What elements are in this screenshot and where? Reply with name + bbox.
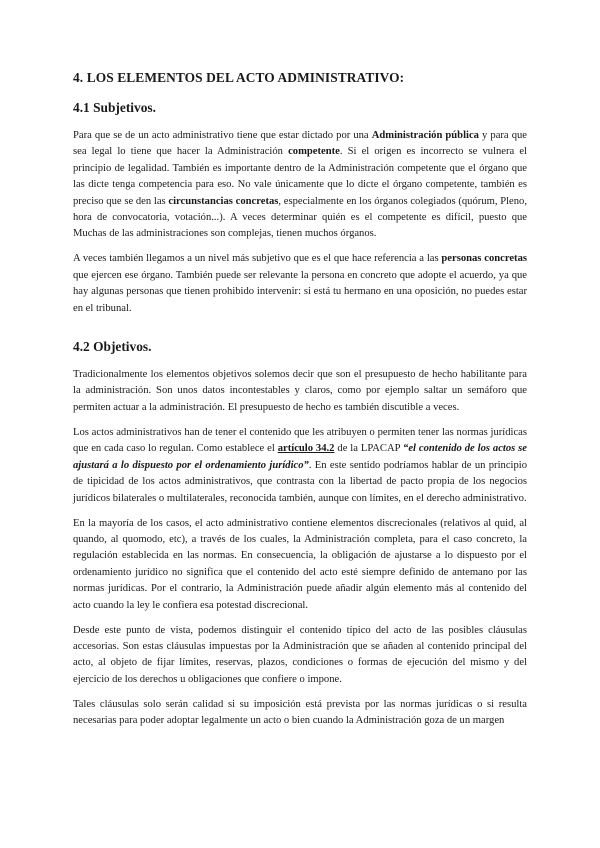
- article-reference: artículo 34.2: [277, 443, 335, 455]
- section-title-objetivos: 4.2 Objetivos.: [73, 339, 152, 355]
- paragraph-objetivos-5: Tales cláusulas solo serán calidad si su imposición está prevista por las normas jurídicas o si resulta necesarias para poder adoptar legalmente un acto o bien cuando la Administración goza de un margen: [73, 698, 527, 727]
- bold-term: competente: [288, 146, 340, 158]
- section-title-subjetivos: 4.1 Subjetivos.: [73, 100, 156, 115]
- paragraph-objetivos-2: Los actos administrativos han de tener el contenido que les atribuyen o permiten tener las normas jurídicas que en cada caso lo regulan. Como establece el artículo 34.2 de la LPACAP “el contenido de los actos se ajustará a lo dispuesto por el ordenamiento jurídico”. En este sentido podríamos hablar de un principio de tipicidad de los actos administrativos, que contrasta con la libertad de pacto propia de los negocios jurídicos bilaterales o multilaterales, reconocida también, aunque con límites, en el derecho administrativo.: [73, 426, 528, 504]
- paragraph-objetivos-4: Desde este punto de vista, podemos distinguir el contenido típico del acto de las posibles cláusulas accesorias. Son estas cláusulas impuestas por la Administración que se añaden al contenido principal del acto, al objeto de fijar límites, reservas, plazos, condiciones o formas de ejecución del mismo y del ejercicio de los derechos u obligaciones que confiere o impone.: [73, 624, 527, 685]
- paragraph-subjetivos-1: Para que se de un acto administrativo tiene que estar dictado por una Administración pública y para que sea legal lo tiene que hacer la Administración competente. Si el origen es incorrecto se vulnera el principio de legalidad. También es importante dentro de la Administración competente que el órgano que las dicte tenga competencia para eso. No vale únicamente que lo dicte el órgano competente, también es preciso que se den las circunstancias concretas, especialmente en los órganos colegiados (quórum, Pleno, hora de convocatoria, votación...). A veces determinar quién es el competente es difícil, puesto que Muchas de las administraciones son complejas, tienen muchos órganos.: [73, 130, 527, 240]
- bold-term: circunstancias concretas: [168, 195, 279, 207]
- legal-quote: “el contenido de los actos se ajustará a lo dispuesto por el ordenamiento jurídico”: [73, 443, 528, 471]
- paragraph-objetivos-1: Tradicionalmente los elementos objetivos solemos decir que son el presupuesto de hecho habilitante para la administración. Son unos datos incontestables y claros, como por ejemplo saltar un semáforo que permiten actuar a la administración. El presupuesto de hecho es también discutible a veces.: [73, 369, 527, 413]
- bold-term: personas concretas: [441, 253, 527, 265]
- paragraph-subjetivos-2: A veces también llegamos a un nivel más subjetivo que es el que hace referencia a las personas concretas que ejercen ese órgano. También puede ser relevante la persona en concreto que adopte el acuerdo, ya que hay algunas personas que tienen prohibido intervenir: si está tu hermano en una oposición, no puedes estar en el tribunal.: [73, 253, 527, 314]
- paragraph-objetivos-3: En la mayoría de los casos, el acto administrativo contiene elementos discrecionales (relativos al quid, al quando, al quomodo, etc), a través de los cuales, la Administración completa, para el caso concreto, la regulación establecida en las normas. En consecuencia, la obligación de ajustarse a lo dispuesto por el ordenamiento jurídico no significa que el contenido del acto esté siempre definido de antemano por las normas jurídicas. Por el contrario, la Administración puede añadir algún elemento más al contenido del acto cuando la ley le confiera esa potestad discrecional.: [73, 517, 527, 611]
- bold-term: Administración pública: [371, 130, 479, 141]
- document-heading: 4. LOS ELEMENTOS DEL ACTO ADMINISTRATIVO:: [73, 70, 405, 85]
